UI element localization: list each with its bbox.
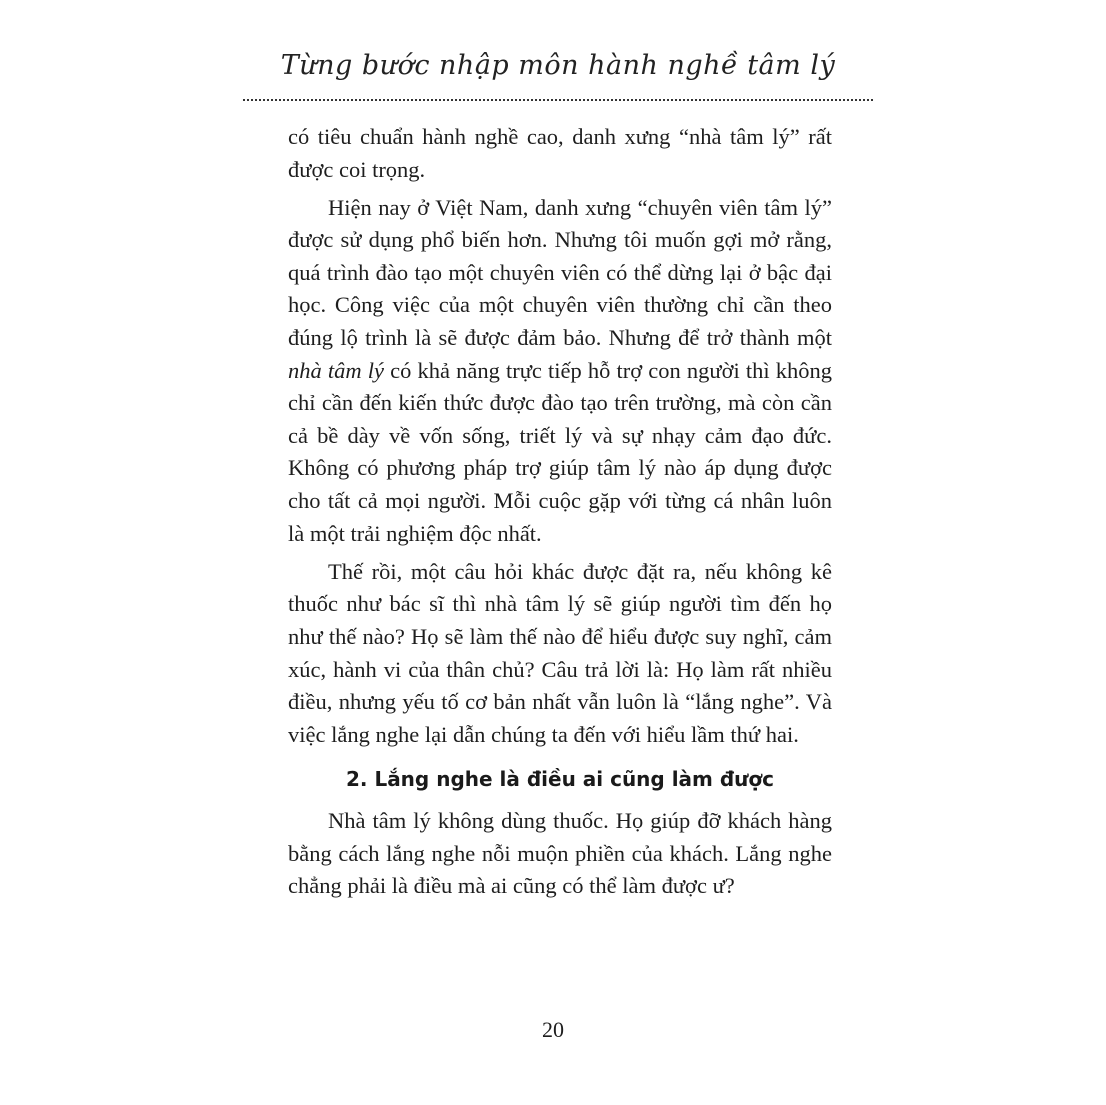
paragraph-question: Thế rồi, một câu hỏi khác được đặt ra, nếu không kê thuốc như bác sĩ thì nhà tâm lý sẽ giúp người tìm đến họ như thế nào? Họ sẽ làm thế nào để hiểu được suy nghĩ, cảm xúc, hành vi của thân chủ? Câu trả lời là: Họ làm rất nhiều điều, nhưng yếu tố cơ bản nhất vẫn luôn là “lắng nghe”. Và việc lắng nghe lại dẫn chúng ta đến với hiểu lầm thứ hai. [288, 558, 832, 747]
paragraph-continuation: có tiêu chuẩn hành nghề cao, danh xưng “nhà tâm lý” rất được coi trọng. [288, 124, 832, 182]
emphasis-nha-tam-ly: nhà tâm lý [288, 357, 384, 383]
running-title: Từng bước nhập môn hành nghề tâm lý [280, 50, 836, 81]
paragraph-text: có khả năng trực tiếp hỗ trợ con người thì không chỉ cần đến kiến thức được đào tạo trên trường, mà còn cần cả bề dày về vốn sống, triết lý và sự nhạy cảm đạo đức. Không có phương pháp trợ giúp tâm lý nào áp dụng được cho tất cả mọi người. Mỗi cuộc gặp với từng cá nhân luôn là một trải nghiệm độc nhất. [288, 357, 832, 546]
paragraph-chuyen-vien [288, 192, 832, 551]
paragraph-listening: Nhà tâm lý không dùng thuốc. Họ giúp đỡ khách hàng bằng cách lắng nghe nỗi muộn phiền của khách. Lắng nghe chẳng phải là điều mà ai cũng có thể làm được ư? [288, 808, 832, 899]
paragraph-text: Hiện nay ở Việt Nam, danh xưng “chuyên viên tâm lý” được sử dụng phổ biến hơn. Nhưng tôi muốn gợi mở rằng, quá trình đào tạo một chuyên viên có thể dừng lại ở bậc đại học. Công việc của một chuyên viên thường chỉ cần theo đúng lộ trình là sẽ được đảm bảo. Nhưng để trở thành một [288, 194, 832, 351]
section-heading: 2. Lắng nghe là điều ai cũng làm được [345, 767, 775, 792]
header-dotted-rule [243, 99, 873, 101]
page-body [288, 121, 832, 909]
page-number: 20 [542, 1017, 564, 1042]
